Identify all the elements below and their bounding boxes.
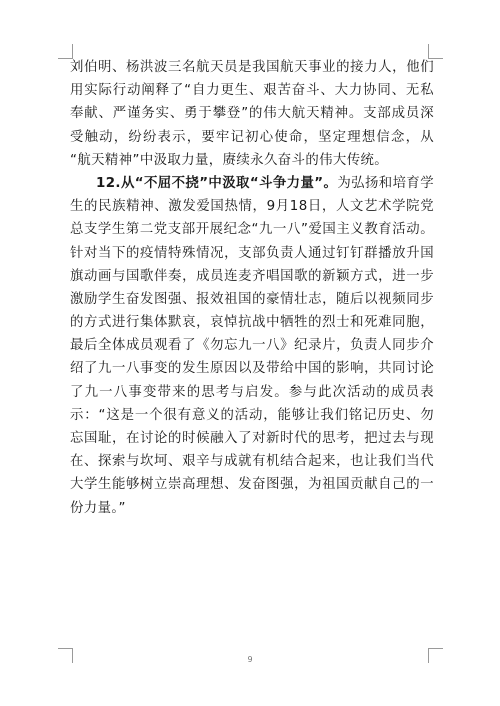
text-line: 刘伯明、杨洪波三名航天员是我国航天事业的接力人，他们: [70, 60, 434, 75]
text-line: 总支学生第二党支部开展纪念“九一八”爱国主义教育活动。: [70, 222, 434, 238]
text-line: 生的民族精神、激发爱国热情，9月18日，人文艺术学院党: [70, 199, 434, 215]
section-heading: 12.从“不屈不挠”中汲取“斗争力量”。: [96, 175, 338, 191]
text-line: 了九一八事变带来的思考与启发。参与此次活动的成员表: [70, 384, 434, 400]
text-line: 奉献、严谨务实、勇于攀登”的伟大航天精神。支部成员深: [70, 106, 434, 122]
text-line: 忘国耻，在讨论的时候融入了对新时代的思考，把过去与现: [70, 431, 434, 446]
text-line: 的方式进行集体默哀，哀悼抗战中牺牲的烈士和死难同胞，: [70, 315, 434, 331]
text-line: 在、探索与坎坷、艰辛与成就有机结合起来，也让我们当代: [70, 454, 434, 470]
text-line: 受触动，纷纷表示，要牢记初心使命，坚定理想信念，从: [70, 129, 434, 145]
text-line: 绍了九一八事变的发生原因以及带给中国的影响，共同讨论: [70, 361, 434, 377]
text-line: 份力量。”: [70, 500, 126, 516]
text-line: 最后全体成员观看了《勿忘九一八》纪录片，负责人同步介: [70, 338, 434, 354]
section-heading-line: [70, 172, 434, 195]
text-line: 旗动画与国歌伴奏，成员连麦齐唱国歌的新颖方式，进一步: [70, 268, 434, 284]
text-line: 示：“这是一个很有意义的活动，能够让我们铭记历史、勿: [70, 407, 434, 423]
text-line: 激励学生奋发图强、报效祖国的豪情壮志，随后以视频同步: [70, 291, 434, 307]
text-line: “航天精神”中汲取力量，赓续永久奋斗的伟大传统。: [70, 152, 389, 168]
page-number: 9: [247, 655, 253, 664]
text-line: 为弘扬和培育学: [337, 175, 434, 191]
text-line: 用实际行动阐释了“自力更生、艰苦奋斗、大力协同、无私: [70, 83, 434, 99]
text-line: 针对当下的疫情特殊情况，支部负责人通过钉钉群播放升国: [70, 245, 434, 261]
text-line: 大学生能够树立崇高理想、发奋图强，为祖国贡献自己的一: [70, 477, 434, 493]
body-text: [70, 56, 434, 520]
